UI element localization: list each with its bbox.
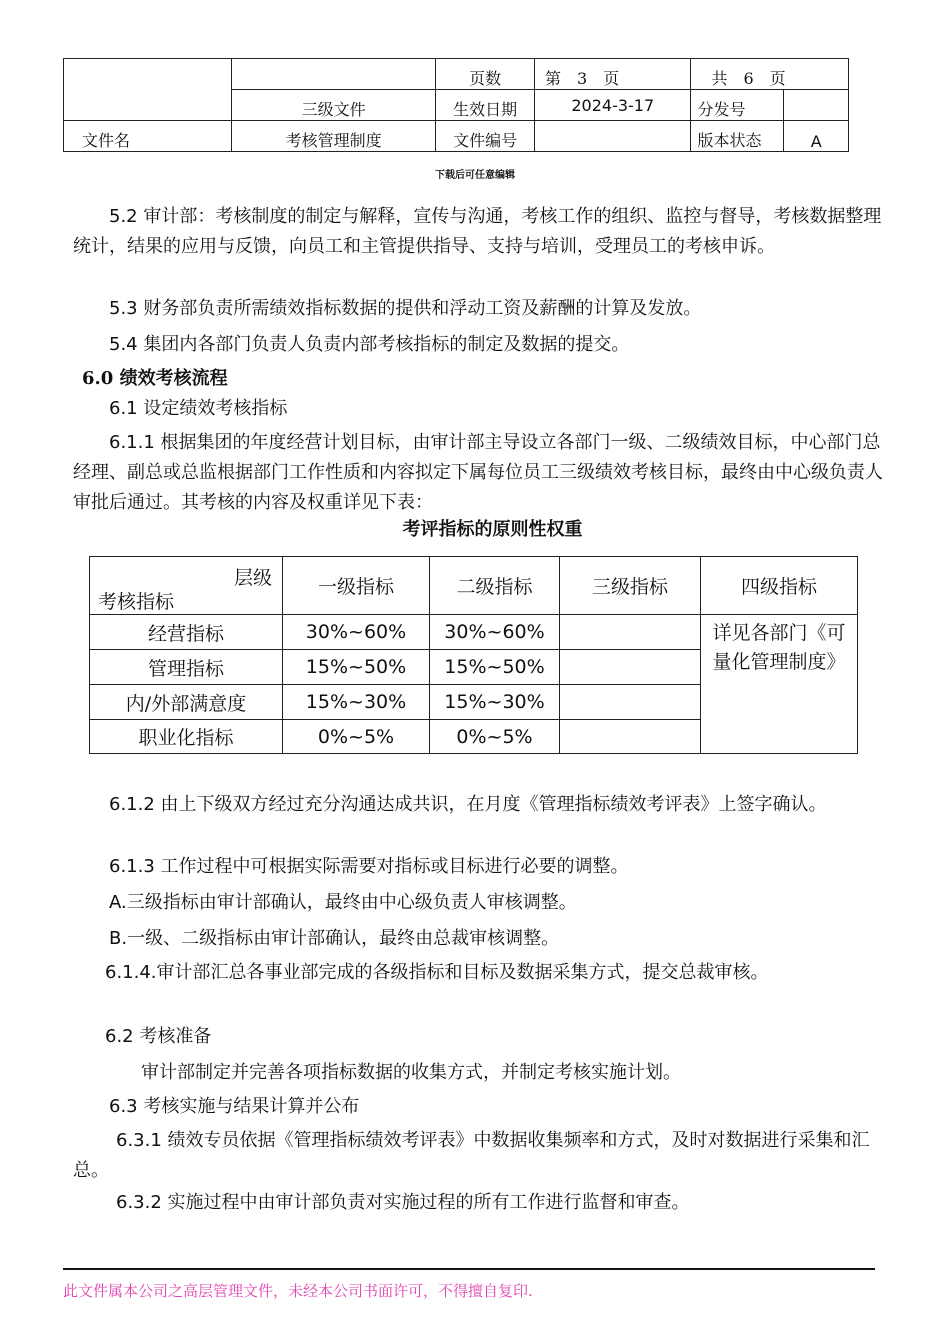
- header-blank-cell: [232, 59, 436, 90]
- clause-number: 6.1: [109, 398, 138, 419]
- table-row: [90, 615, 858, 650]
- level4-note: 详见各部门《可量化管理制度》: [701, 615, 858, 754]
- clause-number: 6.1.4.: [105, 962, 157, 983]
- clause-number: 5.4: [109, 334, 138, 355]
- footer-notice: 此文件属本公司之高层管理文件，未经本公司书面许可，不得擅自复印.: [63, 1282, 533, 1300]
- clause-number: 6.1.3: [109, 856, 155, 877]
- version-value: A: [784, 121, 849, 152]
- paragraph-6-3-2: [73, 1188, 885, 1218]
- section-heading-6-0: 6.0 绩效考核流程: [82, 368, 228, 389]
- distribution-label: 分发号: [691, 90, 784, 121]
- paragraph-6-1-1: [73, 428, 885, 518]
- document-number-label: 文件编号: [436, 121, 535, 152]
- clause-text: 一级、二级指标由审计部确认，最终由总裁审核调整。: [127, 928, 560, 949]
- clause-number: B.: [109, 928, 128, 949]
- level3-weight: [560, 720, 701, 754]
- indicator-name: 内/外部满意度: [90, 685, 283, 720]
- document-name-label: 文件名: [64, 121, 232, 152]
- clause-number: 6.3: [109, 1096, 138, 1117]
- footer-divider: [63, 1268, 875, 1270]
- clause-text: 集团内各部门负责人负责内部考核指标的制定及数据的提交。: [143, 334, 630, 355]
- paragraph-5-4: [73, 330, 885, 360]
- clause-number: 6.1.1: [109, 432, 155, 453]
- paragraph-6-2: 审计部制定并完善各项指标数据的收集方式，并制定考核实施计划。: [141, 1062, 681, 1083]
- clause-text: 审计部汇总各事业部完成的各级指标和目标及数据采集方式，提交总裁审核。: [156, 962, 769, 983]
- distribution-number: [784, 90, 849, 121]
- column-header: 三级指标: [560, 557, 701, 615]
- paragraph-6-1-4: [73, 958, 885, 988]
- weight-table: [89, 556, 858, 754]
- clause-number: 6.3.1: [116, 1130, 162, 1151]
- level1-weight: 15%~50%: [283, 650, 430, 685]
- clause-number: 6.1.2: [109, 794, 155, 815]
- paragraph-6-3-1: [73, 1126, 885, 1186]
- corner-bottom-label: 考核指标: [98, 591, 175, 613]
- level2-weight: 0%~5%: [430, 720, 560, 754]
- document-name: 考核管理制度: [232, 121, 436, 152]
- paragraph-a: [109, 888, 921, 918]
- indicator-name: 职业化指标: [90, 720, 283, 754]
- clause-number: 6.3.2: [116, 1192, 162, 1213]
- clause-text: 审计部：考核制度的制定与解释，宣传与沟通，考核工作的组织、监控与督导，考核数据整理统计，结果的应用与反馈，向员工和主管提供指导、支持与培训，受理员工的考核申诉。: [73, 206, 882, 257]
- clause-text: 设定绩效考核指标: [143, 398, 288, 419]
- level3-weight: [560, 650, 701, 685]
- level3-weight: [560, 685, 701, 720]
- document-number: [535, 121, 691, 152]
- clause-text: 根据集团的年度经营计划目标，由审计部主导设立各部门一级、二级绩效目标，中心部门总经理、副总或总监根据部门工作性质和内容拟定下属每位员工三级绩效考核目标，最终由中心级负责人审批后通过。其考核的内容及权重详见下表：: [73, 432, 883, 513]
- clause-text: 考核实施与结果计算并公布: [143, 1096, 360, 1117]
- effective-date: 2024-3-17: [535, 90, 691, 121]
- pages-label: 页数: [436, 59, 535, 90]
- level1-weight: 0%~5%: [283, 720, 430, 754]
- clause-text: 绩效专员依据《管理指标绩效考评表》中数据收集频率和方式，及时对数据进行采集和汇总。: [73, 1130, 870, 1181]
- section-heading-6-3: [109, 1092, 921, 1122]
- clause-text: 财务部负责所需绩效指标数据的提供和浮动工资及薪酬的计算及发放。: [143, 298, 702, 319]
- level2-weight: 15%~50%: [430, 650, 560, 685]
- version-label: 版本状态: [691, 121, 784, 152]
- effective-date-label: 生效日期: [436, 90, 535, 121]
- table-corner-header: [90, 557, 283, 615]
- clause-text: 工作过程中可根据实际需要对指标或目标进行必要的调整。: [160, 856, 629, 877]
- paragraph-b: [109, 924, 921, 954]
- clause-text: 三级指标由审计部确认，最终由中心级负责人审核调整。: [126, 892, 577, 913]
- paragraph-6-1-2: [73, 790, 885, 820]
- clause-number: 5.3: [109, 298, 138, 319]
- column-header: 一级指标: [283, 557, 430, 615]
- level2-weight: 15%~30%: [430, 685, 560, 720]
- download-note: 下载后可任意编辑: [435, 170, 515, 181]
- clause-text: 考核准备: [139, 1026, 212, 1047]
- table-title: 考评指标的原则性权重: [402, 519, 583, 540]
- clause-number: A.: [109, 892, 127, 913]
- clause-number: 6.2: [105, 1026, 134, 1047]
- indicator-name: 管理指标: [90, 650, 283, 685]
- column-header: 二级指标: [430, 557, 560, 615]
- corner-top-label: 层级: [233, 567, 272, 589]
- clause-text: 由上下级双方经过充分沟通达成共识，在月度《管理指标绩效考评表》上签字确认。: [160, 794, 827, 815]
- paragraph-5-2: [73, 202, 885, 262]
- level1-weight: 15%~30%: [283, 685, 430, 720]
- paragraph-6-1-3: [73, 852, 885, 882]
- paragraph-5-3: [73, 294, 885, 324]
- indicator-name: 经营指标: [90, 615, 283, 650]
- document-header-table: [63, 58, 849, 152]
- page-total: 共 6 页: [691, 59, 849, 90]
- clause-number: 5.2: [109, 206, 138, 227]
- column-header: 四级指标: [701, 557, 858, 615]
- page-number: 第 3 页: [535, 59, 691, 90]
- header-blank-cell: [64, 59, 232, 121]
- level1-weight: 30%~60%: [283, 615, 430, 650]
- section-heading-6-2: [105, 1022, 917, 1052]
- section-heading-6-1: [109, 394, 921, 424]
- level3-weight: [560, 615, 701, 650]
- clause-text: 实施过程中由审计部负责对实施过程的所有工作进行监督和审查。: [167, 1192, 690, 1213]
- level2-weight: 30%~60%: [430, 615, 560, 650]
- document-level: 三级文件: [232, 90, 436, 121]
